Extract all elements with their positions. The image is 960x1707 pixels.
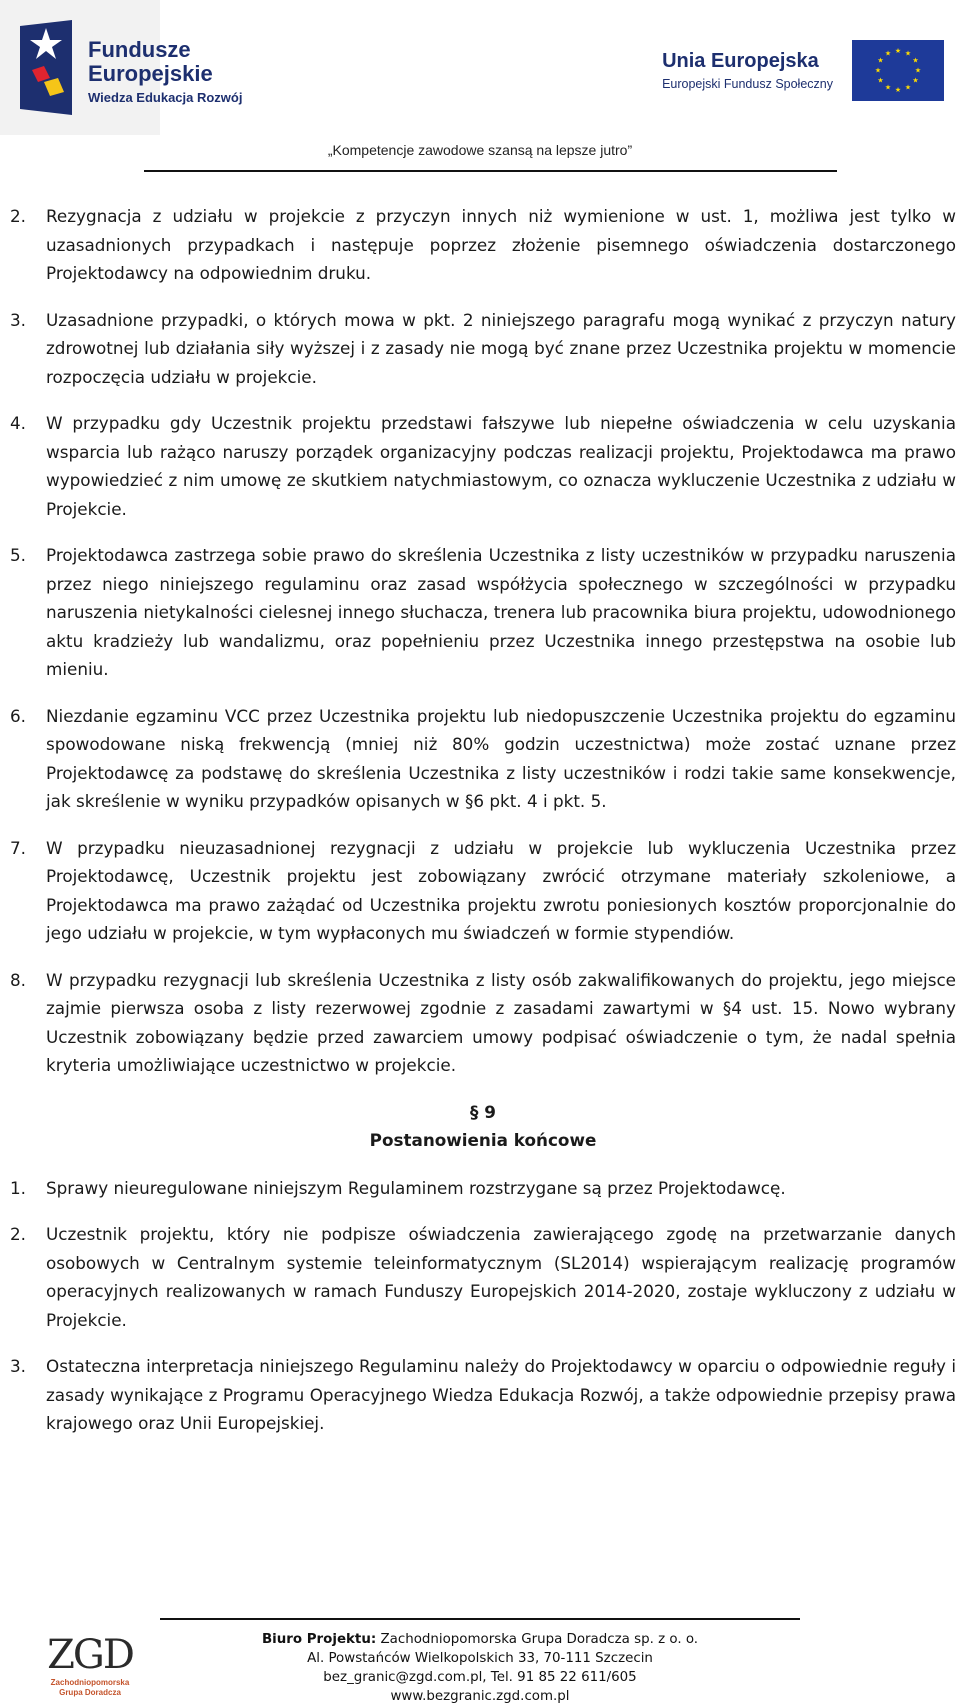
item-number: 7. [10, 837, 27, 858]
item-text: Rezygnacja z udziału w projekcie z przyczyn innych niż wymienione w ust. 1, możliwa jest tylko w uzasadnionych przypadkach i następuje poprzez złożenie pisemnego oświadczenia dostarczonego Projektodawcy na odpowiednim druku. [46, 206, 956, 283]
page-header [0, 0, 960, 175]
eu-logo-line1: Unia Europejska [662, 50, 819, 72]
svg-text:★: ★ [894, 47, 902, 55]
fe-stars-icon [20, 20, 72, 115]
item-text: Uczestnik projektu, który nie podpisze oświadczenia zawierającego zgodę na przetwarzanie danych osobowych w Centralnym systemie teleinformatycznym (SL2014) wspierającym realizację programów operacyjnych realizowanych w ramach Funduszy Europejskich 2014-2020, zostaje wykluczony z udziału w Projekcie. [46, 1224, 956, 1330]
list-item [10, 966, 956, 1080]
project-tagline: „Kompetencje zawodowe szansą na lepsze jutro” [327, 142, 633, 158]
fe-logo-line2: Europejskie [88, 61, 213, 86]
item-number: 1. [10, 1177, 27, 1198]
zgd-logo-sub1: Zachodniopomorska [50, 1678, 130, 1687]
item-number: 3. [10, 309, 27, 330]
fe-logo-line1: Fundusze [88, 37, 191, 62]
item-text: Ostateczna interpretacja niniejszego Regulaminu należy do Projektodawcy w oparciu o odpowiednie reguły i zasady wynikające z Programu Operacyjnego Wiedza Edukacja Rozwój, a także odpowiednie przepisy prawa krajowego oraz Unii Europejskiej. [46, 1356, 956, 1433]
list-item [10, 1220, 956, 1334]
item-number: 6. [10, 705, 27, 726]
svg-text:★: ★ [884, 49, 892, 58]
list-item [10, 202, 956, 288]
svg-text:★: ★ [904, 49, 912, 58]
section-heading [10, 1098, 956, 1154]
footer-line2: Al. Powstańców Wielkopolskich 33, 70-111 Szczecin [307, 1651, 653, 1666]
svg-text:★: ★ [912, 76, 919, 85]
svg-text:★: ★ [894, 86, 902, 94]
fe-logo-line3: Wiedza Edukacja Rozwój [88, 90, 243, 105]
item-text: Uzasadnione przypadki, o których mowa w pkt. 2 niniejszego paragrafu mogą wynikać z przyczyn natury zdrowotnej lub działania siły wyższej i z zasady nie mogą być znane przez Uczestnika projektu w momencie rozpoczęcia udziału w projekcie. [46, 309, 956, 387]
zgd-logo-mark: ZGD [47, 1632, 133, 1678]
item-number: 2. [10, 206, 27, 226]
item-number: 8. [10, 969, 27, 990]
item-text: Niezdanie egzaminu VCC przez Uczestnika projektu lub niedopuszczenie Uczestnika projektu do egzaminu spowodowane niską frekwencją (mniej niż 80% godzin uczestnictwa) może zostać uznane przez Projektodawcę za podstawę do skreślenia Uczestnika z listy uczestników i rodzi takie same konsekwencje, jak skreślenie w wyniku przypadków opisanych w §6 pkt. 4 i pkt. 5. [46, 705, 956, 811]
item-number: 4. [10, 413, 27, 433]
svg-text:★: ★ [904, 83, 912, 92]
document-body [10, 202, 956, 1456]
item-text: W przypadku nieuzasadnionej rezygnacji z udziału w projekcie lub wykluczenia Uczestnika przez Projektodawcę, Uczestnik projektu jest zobowiązany zwrócić otrzymane materiały szkoleniowe, a Projektodawca ma prawo zażądać od Uczestnika projektu zwrotu poniesionych kosztów proporcjonalnie do jego udziału w projekcie, w tym wypłaconych mu świadczeń w formie stypendiów. [46, 837, 956, 943]
item-text: W przypadku rezygnacji lub skreślenia Uczestnika z listy osób zakwalifikowanych do projektu, jego miejsce zajmie pierwsza osoba z listy rezerwowej zgodnie z zasadami zawartymi w §4 ust. 15. Nowo wybrany Uczestnik zobowiązany będzie przed zawarciem umowy podpisać oświadczenie o tym, że nadal spełnia kryteria umożliwiające uczestnictwo w projekcie. [46, 969, 956, 1075]
section-symbol: § 9 [470, 1101, 496, 1122]
footer-line3: bez_granic@zgd.com.pl, Tel. 91 85 22 611/605 [323, 1670, 637, 1685]
list-item [10, 1352, 956, 1438]
list-item [10, 702, 956, 816]
footer-label: Biuro Projektu: [261, 1632, 377, 1647]
svg-text:★: ★ [914, 66, 922, 75]
footer-divider [160, 1618, 800, 1620]
header-divider [144, 170, 837, 172]
item-text: Sprawy nieuregulowane niniejszym Regulaminem rozstrzygane są przez Projektodawcę. [46, 1177, 786, 1198]
list-item [10, 306, 956, 392]
eu-logo-text [662, 50, 833, 91]
list-item [10, 541, 956, 684]
zgd-logo [40, 1632, 140, 1704]
list-item [10, 409, 956, 523]
svg-text:★: ★ [877, 76, 884, 85]
fundusze-europejskie-logo [0, 0, 243, 135]
paragraph-list-a [10, 202, 956, 1080]
svg-text:★: ★ [884, 83, 892, 92]
item-text: Projektodawca zastrzega sobie prawo do skreślenia Uczestnika z listy uczestników w przypadku naruszenia przez niego niniejszego regulaminu oraz zasad współżycia społecznego w szczególności w przypadku naruszenia nietykalności cielesnej innego słuchacza, trenera lub pracownika biura projektu, udowodnionego aktu kradzieży lub wandalizmu, oraz popełnieniu przez Uczestnika innego przestępstwa na osobie lub mieniu. [46, 545, 956, 679]
eu-logo-line2: Europejski Fundusz Społeczny [662, 77, 833, 91]
zgd-logo-sub2: Grupa Doradcza [59, 1688, 121, 1697]
item-number: 3. [10, 1356, 27, 1376]
footer-line4: www.bezgranic.zgd.com.pl [390, 1689, 570, 1704]
section-title: Postanowienia końcowe [369, 1129, 597, 1150]
svg-text:★: ★ [912, 56, 919, 65]
svg-text:★: ★ [877, 56, 884, 65]
footer-line1: Zachodniopomorska Grupa Doradcza sp. z o. o. [380, 1632, 699, 1647]
footer-address [160, 1630, 800, 1706]
item-number: 2. [10, 1224, 27, 1244]
eu-flag-icon [852, 40, 944, 101]
item-number: 5. [10, 545, 27, 565]
list-item [10, 1174, 956, 1203]
list-item [10, 834, 956, 948]
item-text: W przypadku gdy Uczestnik projektu przedstawi fałszywe lub niepełne oświadczenia w celu uzyskania wsparcia lub rażąco naruszy porządek organizacyjny podczas realizacji projektu, Projektodawca ma prawo wypowiedzieć z nim umowę ze skutkiem natychmiastowym, co oznacza wykluczenie Uczestnika z udziału w Projekcie. [46, 413, 956, 519]
svg-text:★: ★ [874, 66, 882, 75]
paragraph-list-b [10, 1174, 956, 1438]
